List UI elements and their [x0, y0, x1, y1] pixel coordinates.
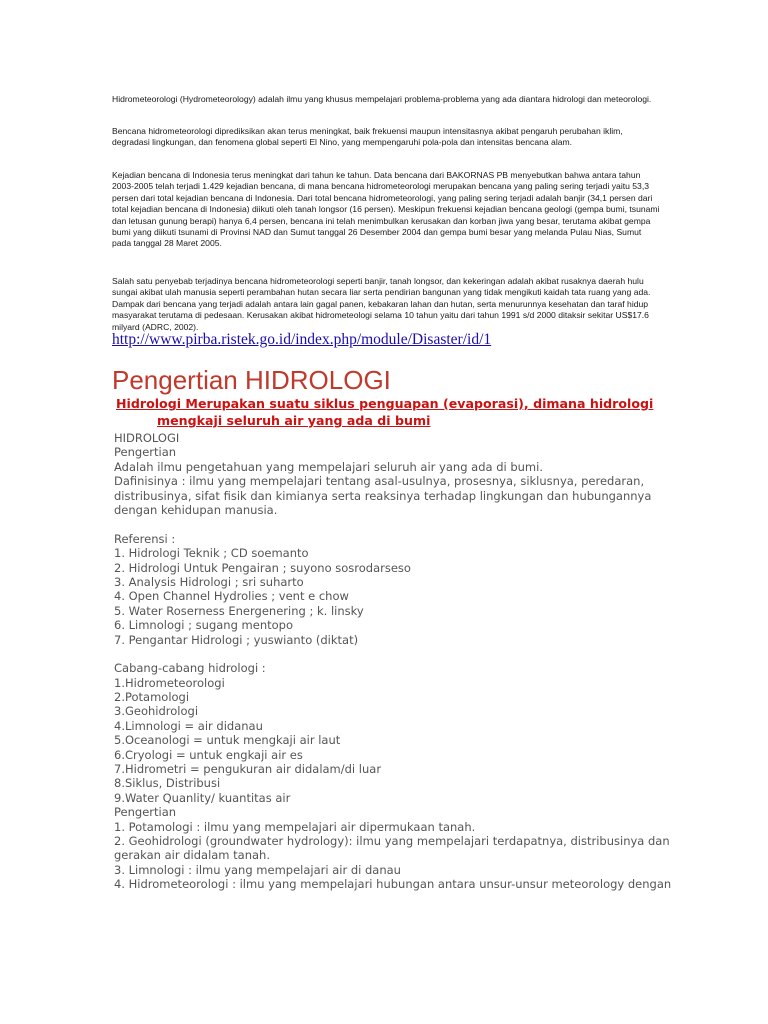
cabang-list [114, 676, 674, 806]
section-heading: HIDROLOGI [114, 431, 180, 445]
list-item: 2. Hidrologi Untuk Pengairan ; suyono sosrodarseso [114, 560, 411, 575]
subtitle-link[interactable] [116, 395, 661, 429]
causes-paragraph: Salah satu penyebab terjadinya bencana hidrometeorologi seperti banjir, tanah longsor, dan kekeringan adalah akibat rusaknya daerah hulu sungai akibat ulah manusia seperti perambahan hutan secara liar serta pendirian bangunan yang tidak mengikuti kaidah tata ruang yang ada. Dampak dari bencana yang terjadi adalah antara lain gagal panen, kebakaran lahan dan hutan, serta menurunnya kesehatan dan taraf hidup masyarakat terutama di pedesaan. Kerusakan akibat hidrometeologi selama 10 tahun yaitu dari tahun 1991 s/d 2000 ditaksir sekitar US$17.6 milyard (ADRC, 2002). [112, 276, 651, 332]
article-body [114, 431, 674, 892]
referensi-label: Referensi : [114, 531, 176, 546]
pengertian-2-label: Pengertian [114, 805, 177, 820]
cabang-label: Cabang-cabang hidrologi : [114, 661, 266, 676]
list-item: 9.Water Quanlity/ kuantitas air [114, 790, 291, 805]
dafinisinya-text: Dafinisinya : ilmu yang mempelajari tentang asal-usulnya, prosesnya, siklusnya, peredaran, distribusinya, sifat fisik dan kimianya serta reaksinya terhadap lingkungan dan hubungannya dengan kehidupan manusia. [114, 474, 652, 517]
source-link[interactable]: http://www.pirba.ristek.go.id/index.php/module/Disaster/id/1 [112, 331, 492, 348]
list-item: 2. Geohidrologi (groundwater hydrology): ilmu yang mempelajari terdapatnya, distribusinya dan gerakan air didalam tanah. [114, 833, 670, 863]
statistics-paragraph: Kejadian bencana di Indonesia terus meningkat dari tahun ke tahun. Data bencana dari BAKORNAS PB menyebutkan bahwa antara tahun 2003-2005 telah terjadi 1.429 kejadian bencana, di mana bencana hidrometeorologi merupakan bencana yang paling sering terjadi yaitu 53,3 persen dari total kejadian bencana di Indonesia. Dari total bencana hidrometeorologi, yang paling sering terjadi adalah banjir (34,1 persen dari total kejadian bencana di Indonesia) diikuti oleh tanah longsor (16 persen). Meskipun frekuensi kejadian bencana geologi (gempa bumi, tsunami dan letusan gunung berapi) hanya 6,4 persen, bencana ini telah menimbulkan kerusakan dan korban jiwa yang besar, terutama akibat gempa bumi yang diikuti tsunami di Provinsi NAD dan Sumut tanggal 26 Desember 2004 dan gempa bumi besar yang melanda Pulau Nias, Sumut pada tanggal 28 Maret 2005. [112, 170, 660, 249]
list-item: 4.Limnologi = air didanau [114, 718, 263, 733]
list-item: 1.Hidrometeorologi [114, 675, 225, 690]
definition-text: Adalah ilmu pengetahuan yang mempelajari seluruh air yang ada di bumi. [114, 459, 543, 474]
list-item: 6.Cryologi = untuk engkaji air es [114, 747, 303, 762]
list-item: 1. Hidrologi Teknik ; CD soemanto [114, 546, 309, 561]
list-item: 2.Potamologi [114, 690, 190, 705]
list-item: 4. Hidrometeorologi : ilmu yang mempelajari hubungan antara unsur-unsur meteorology dengan [114, 877, 672, 892]
list-item: 5.Oceanologi = untuk mengkaji air laut [114, 733, 341, 748]
list-item: 7.Hidrometri = pengukuran air didalam/di luar [114, 762, 382, 777]
list-item: 3.Geohidrologi [114, 704, 199, 719]
list-item: 1. Potamologi : ilmu yang mempelajari air dipermukaan tanah. [114, 819, 476, 834]
pengertian-list [114, 820, 674, 892]
list-item: 3. Analysis Hidrologi ; sri suharto [114, 574, 304, 589]
list-item: 3. Limnologi : ilmu yang mempelajari air di danau [114, 862, 401, 877]
referensi-list [114, 546, 674, 647]
subtitle-line-1: Hidrologi Merupakan suatu siklus penguapan (evaporasi), dimana hidrologi [116, 396, 654, 411]
prediction-paragraph: Bencana hidrometeorologi diprediksikan akan terus meningkat, baik frekuensi maupun intensitasnya akibat pengaruh perubahan iklim, degradasi lingkungan, dan fenomena global seperti El Nino, yang mempengaruhi pola-pola dan intensitas bencana alam. [112, 126, 623, 148]
list-item: 7. Pengantar Hidrologi ; yuswianto (diktat) [114, 632, 359, 647]
list-item: 4. Open Channel Hydrolies ; vent e chow [114, 589, 349, 604]
pengertian-label: Pengertian [114, 445, 177, 460]
list-item: 5. Water Roserness Energenering ; k. linsky [114, 603, 364, 618]
intro-paragraph: Hidrometeorologi (Hydrometeorology) adalah ilmu yang khusus mempelajari problema-problema yang ada diantara hidrologi dan meteorologi. [112, 94, 652, 104]
list-item: 6. Limnologi ; sugang mentopo [114, 618, 293, 633]
subtitle-line-2: mengkaji seluruh air yang ada di bumi [157, 413, 431, 428]
list-item: 8.Siklus, Distribusi [114, 776, 221, 791]
page-title: Pengertian HIDROLOGI [112, 365, 391, 395]
